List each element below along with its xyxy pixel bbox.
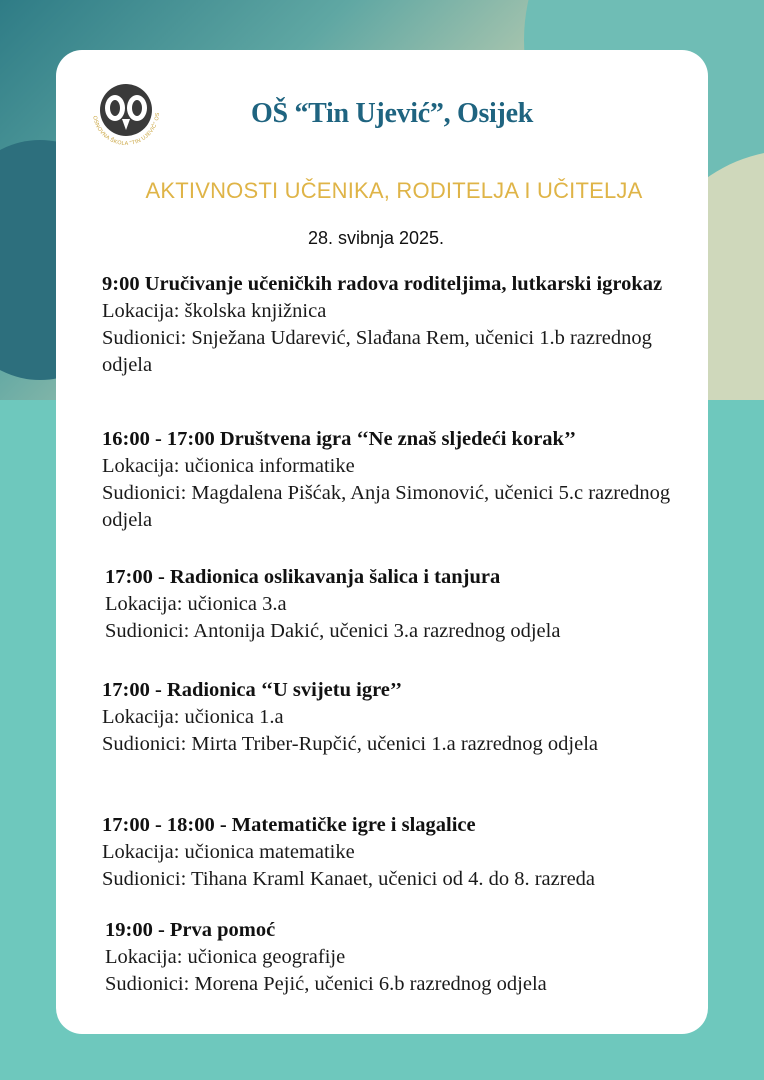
event-title: 9:00 Uručivanje učeničkih radova roditeljima, lutkarski igrokaz — [102, 273, 663, 295]
owl-logo-icon — [88, 74, 164, 150]
event-title: 17:00 - 18:00 - Matematičke igre i slagalice — [102, 814, 476, 836]
event-location: Lokacija: učionica matematike — [102, 841, 355, 863]
event-location: Lokacija: školska knjižnica — [102, 300, 327, 322]
school-name: OŠ “Tin Ujević”, Osijek — [251, 98, 533, 129]
svg-text:OSNOVNA ŠKOLA "TIN UJEVIĆ" OSI: OSNOVNA ŠKOLA "TIN UJEVIĆ" OS — [91, 112, 162, 148]
event-item — [102, 677, 692, 758]
event-title: 19:00 - Prva pomoć — [105, 919, 276, 941]
event-item — [105, 564, 695, 645]
event-date: 28. svibnja 2025. — [307, 228, 445, 248]
poster-card — [56, 50, 708, 1034]
event-item — [105, 917, 695, 998]
event-title: 17:00 - Radionica oslikavanja šalica i tanjura — [105, 566, 501, 588]
page-subtitle: AKTIVNOSTI UČENIKA, RODITELJA I UČITELJA — [145, 178, 643, 203]
event-title: 17:00 - Radionica ‘‘U svijetu igre’’ — [102, 679, 403, 701]
event-participants: Sudionici: Morena Pejić, učenici 6.b razrednog odjela — [105, 973, 547, 995]
event-participants: Sudionici: Tihana Kraml Kanaet, učenici od 4. do 8. razreda — [102, 868, 596, 890]
school-logo — [88, 74, 164, 150]
event-item — [102, 426, 692, 534]
event-title: 16:00 - 17:00 Društvena igra ‘‘Ne znaš sljedeći korak’’ — [102, 428, 577, 450]
event-participants: Sudionici: Snježana Udarević, Slađana Rem, učenici 1.b razrednog odjela — [102, 327, 652, 376]
event-item — [102, 812, 692, 893]
event-location: Lokacija: učionica 3.a — [105, 593, 287, 615]
event-participants: Sudionici: Mirta Triber-Rupčić, učenici 1.a razrednog odjela — [102, 733, 599, 755]
event-participants: Sudionici: Magdalena Pišćak, Anja Simonović, učenici 5.c razrednog odjela — [102, 482, 671, 531]
event-location: Lokacija: učionica geografije — [105, 946, 346, 968]
event-item — [102, 271, 692, 379]
event-location: Lokacija: učionica informatike — [102, 455, 355, 477]
event-participants: Sudionici: Antonija Dakić, učenici 3.a razrednog odjela — [105, 620, 561, 642]
event-location: Lokacija: učionica 1.a — [102, 706, 284, 728]
